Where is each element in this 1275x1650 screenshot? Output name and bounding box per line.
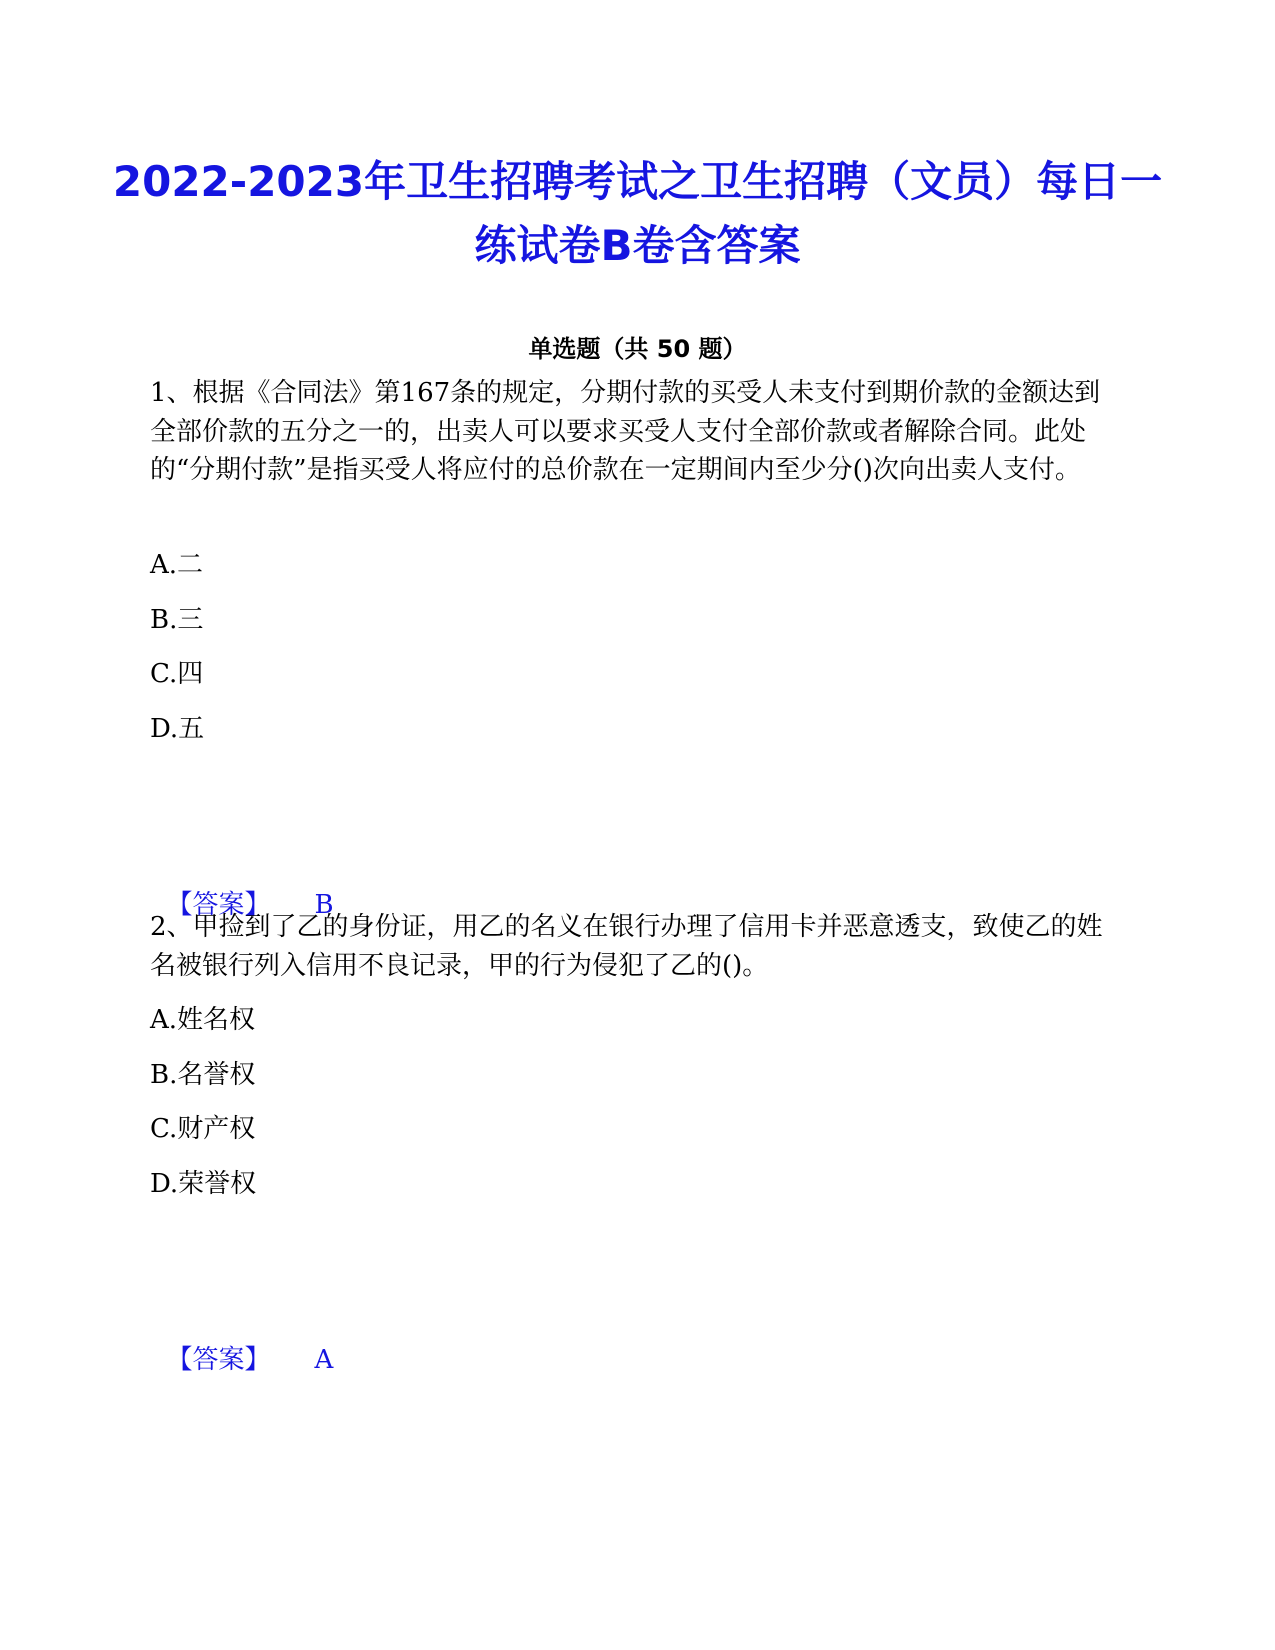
answer-label: 【答案】 [166, 890, 271, 920]
document-title: 2022-2023年卫生招聘考试之卫生招聘（文员）每日一练试卷B卷含答案 [112, 157, 1163, 270]
question-1-option-c: C.四 [150, 659, 204, 689]
question-1-option-b: B.三 [150, 605, 204, 635]
question-2-option-b: B.名誉权 [150, 1060, 256, 1090]
question-1-stem: 1、根据《合同法》第167条的规定，分期付款的买受人未支付到期价款的金额达到全部价款的五分之一的，出卖人可以要求买受人支付全部价款或者解除合同。此处的“分期付款”是指买受人将应付的总价款在一定期间内至少分()次向出卖人支付。 [150, 378, 1101, 485]
section-heading: 单选题（共 50 题） [528, 335, 747, 363]
answer-value: A [314, 1345, 334, 1375]
answer-value: B [314, 890, 334, 920]
question-2-stem: 2、甲捡到了乙的身份证，用乙的名义在银行办理了信用卡并恶意透支，致使乙的姓名被银行列入信用不良记录，甲的行为侵犯了乙的()。 [150, 912, 1103, 981]
answer-label: 【答案】 [166, 1345, 271, 1375]
question-2-option-a: A.姓名权 [150, 1005, 256, 1035]
question-2-option-d: D.荣誉权 [150, 1169, 257, 1199]
question-2-option-c: C.财产权 [150, 1114, 256, 1144]
question-1-option-d: D.五 [150, 714, 205, 744]
question-1-option-a: A.二 [150, 550, 204, 580]
question-2-answer [150, 1312, 333, 1376]
